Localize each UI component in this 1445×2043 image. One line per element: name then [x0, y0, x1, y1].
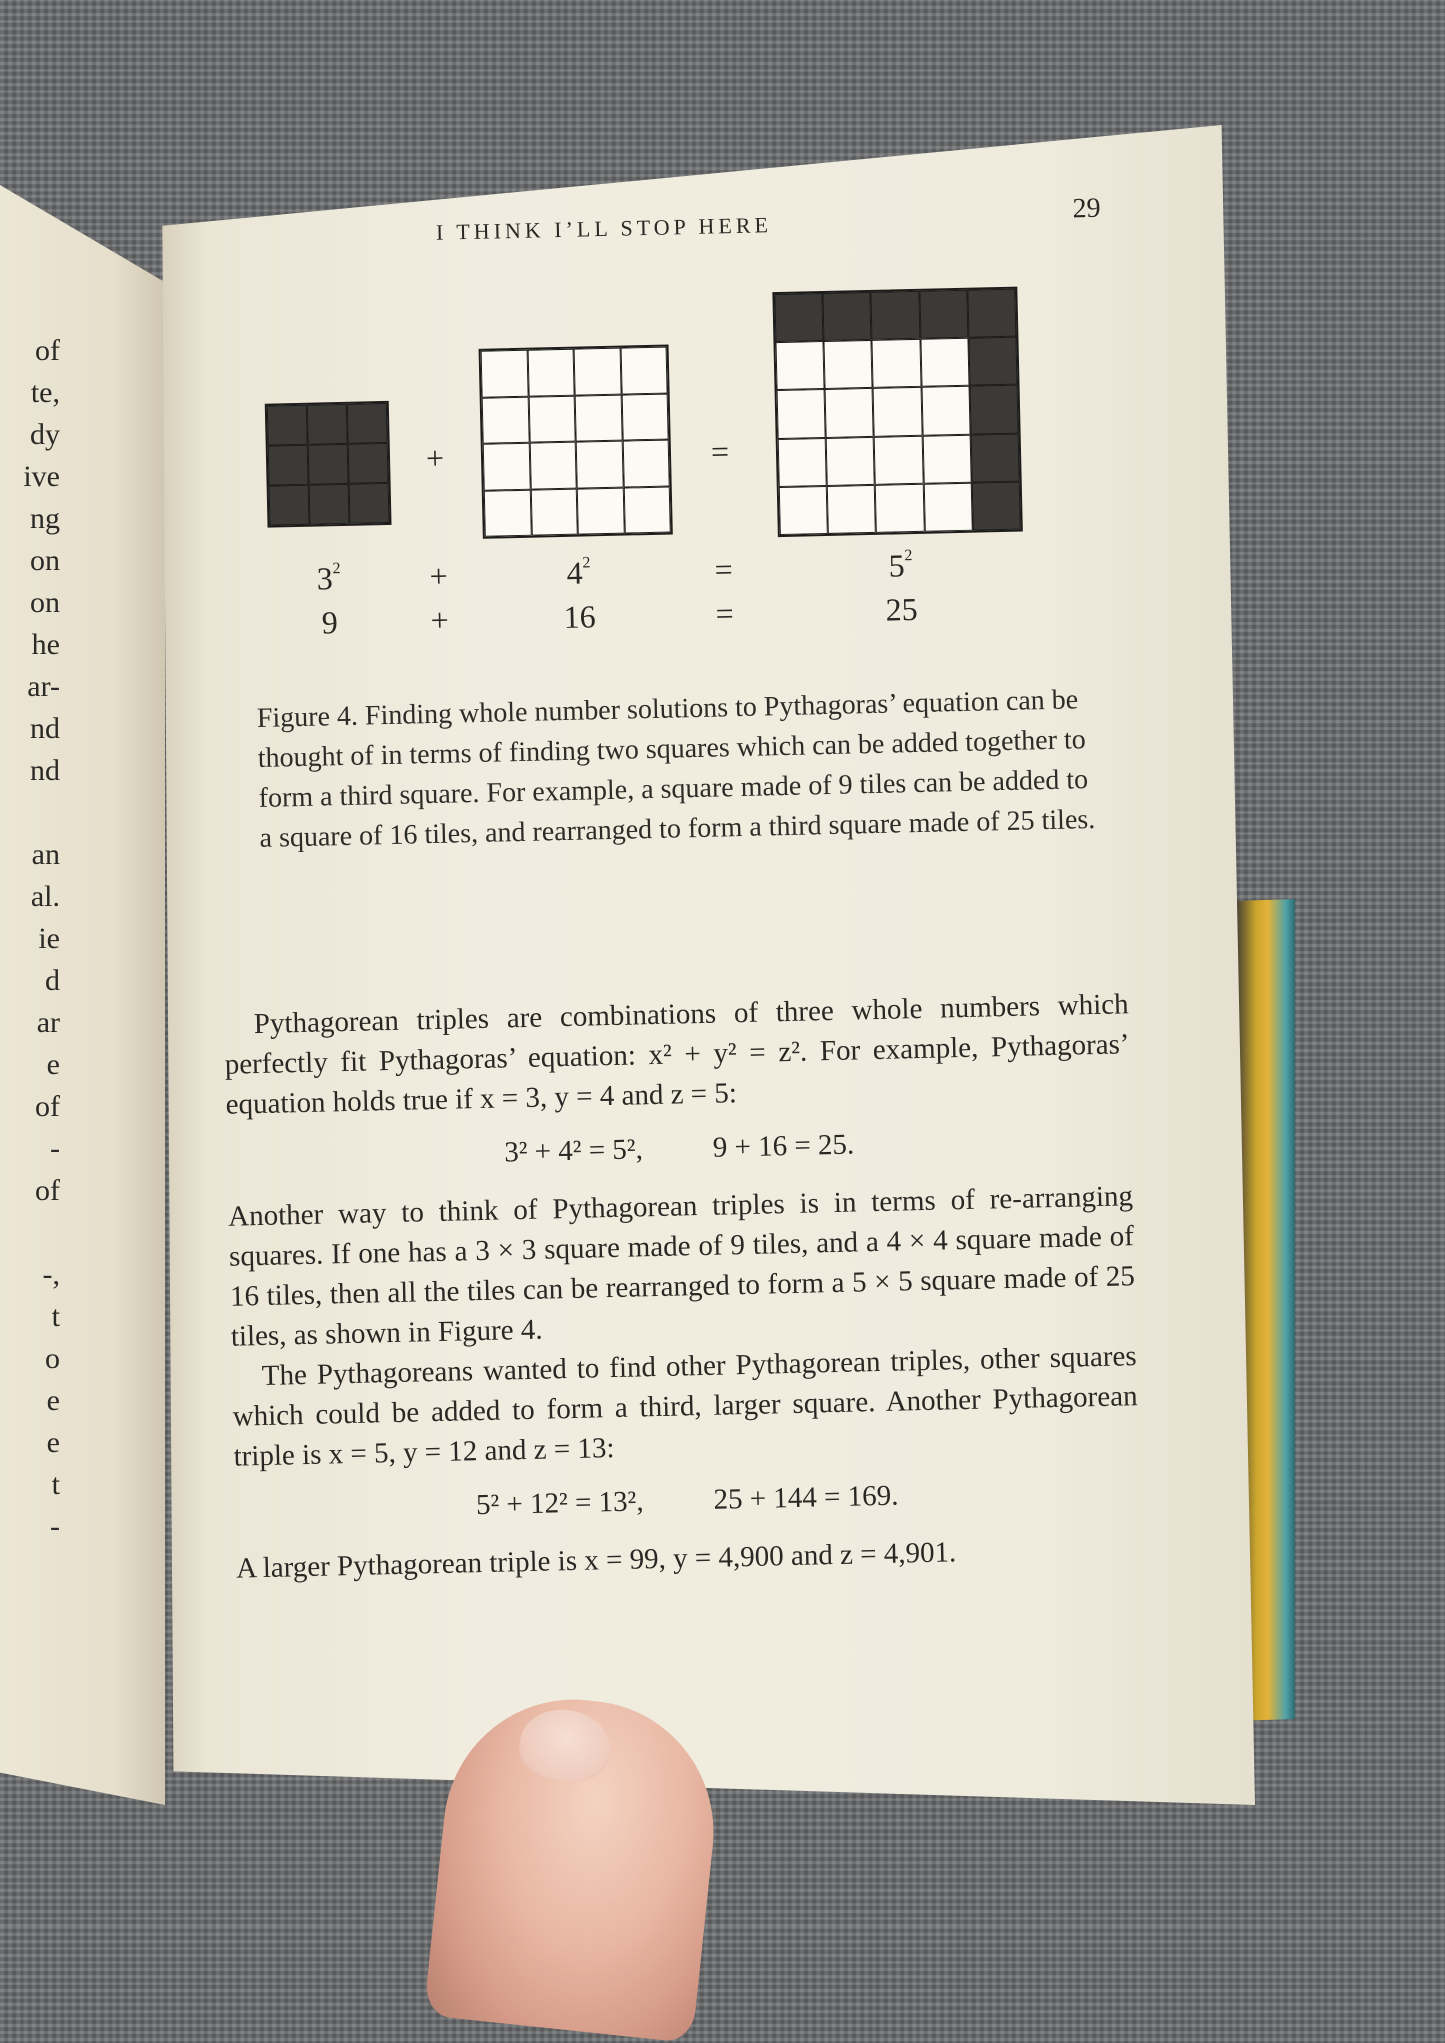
- tile-shaded: [774, 293, 823, 342]
- value-16: 16: [563, 598, 597, 635]
- tile: [622, 440, 670, 488]
- left-page-fragment: ar-: [27, 670, 60, 703]
- figure-4: [262, 275, 1099, 641]
- label-equals: =: [714, 551, 734, 588]
- tile: [923, 482, 972, 531]
- tile-shaded: [972, 481, 1021, 530]
- left-page-fragment: he: [31, 628, 60, 661]
- label-plus: +: [429, 557, 449, 594]
- tile: [481, 350, 529, 398]
- left-page-fragment: on: [30, 586, 60, 619]
- tile: [873, 387, 922, 436]
- tile: [575, 394, 623, 442]
- plus-sign: +: [425, 439, 445, 477]
- paragraph-larger-triple: A larger Pythagorean triple is x = 99, y = 4,900 and z = 4,901.: [235, 1536, 957, 1585]
- paragraph-pythagoreans: The Pythagoreans wanted to find other Pythagorean triples, other squares which could be added to form a third, larger square. Another Pythagorean triple is x = 5, y = 12 and z = 13:: [232, 1340, 1138, 1473]
- left-page-fragment: on: [30, 544, 60, 577]
- tile: [530, 488, 578, 536]
- paragraph-triples: Pythagorean triples are combinations of three whole numbers which perfectly fit Pythagoras’ equation: x² + y² = z². For example, Pythagoras’ equation holds true if x = 3, y = 4 and z = 5:: [224, 988, 1130, 1121]
- left-page-fragment: ie: [38, 922, 60, 955]
- tile-shaded: [308, 444, 349, 485]
- tile: [574, 348, 622, 396]
- left-page-fragment: of: [35, 1090, 60, 1123]
- left-page-fragment: t: [51, 1468, 60, 1501]
- tile: [620, 347, 668, 395]
- label-5-squared: $5^2$: [888, 547, 913, 584]
- value-plus: +: [430, 601, 450, 638]
- tile: [825, 388, 874, 437]
- tile: [483, 443, 531, 491]
- tile-shaded: [969, 385, 1018, 434]
- value-equals: =: [715, 595, 735, 632]
- tile-shaded: [348, 443, 389, 484]
- square-4x4: [479, 345, 673, 539]
- tile-shaded: [267, 405, 308, 446]
- body-text: [223, 984, 1141, 1588]
- equation-5-12-13: [234, 1470, 1140, 1531]
- left-page-fragment: d: [45, 964, 60, 997]
- tile: [775, 341, 824, 390]
- left-page-fragment: ng: [30, 502, 60, 535]
- equals-sign: =: [710, 433, 730, 470]
- tile: [527, 349, 575, 397]
- label-4-squared: $4^2$: [566, 554, 591, 591]
- tile: [777, 389, 826, 438]
- tile: [778, 438, 827, 487]
- left-page-fragment: te,: [30, 376, 60, 409]
- tile: [577, 487, 625, 535]
- left-page-fragment: an: [31, 838, 60, 871]
- tile-shaded: [347, 403, 388, 444]
- equation-values: 9 + 16 = 25.: [712, 1128, 855, 1164]
- figure-caption: Figure 4. Finding whole number solutions to Pythagoras’ equation can be thought of in terms of finding two squares which can be added together to form a third square. For example, a square made of 9 tiles can be added to a square of 16 tiles, and rearranged to form a third square made of 25 tiles.: [256, 684, 1096, 854]
- tile: [484, 489, 532, 537]
- tile: [921, 386, 970, 435]
- tile: [827, 485, 876, 534]
- tile-shaded: [871, 291, 920, 340]
- tile-shaded: [309, 484, 350, 525]
- tile: [621, 393, 669, 441]
- tile-shaded: [307, 404, 348, 445]
- left-page-fragment: ive: [23, 460, 60, 493]
- tile: [824, 340, 873, 389]
- tile-shaded: [968, 337, 1017, 386]
- tile-shaded: [823, 292, 872, 341]
- equation-values-2: 25 + 144 = 169.: [713, 1479, 899, 1516]
- tile-shaded: [919, 290, 968, 339]
- equation-3-4-5: [226, 1118, 1132, 1179]
- square-5x5: [772, 287, 1022, 537]
- tile: [872, 339, 921, 388]
- paragraph-rearranging: Another way to think of Pythagorean triples is in terms of re-arranging squares. If one has a 3 × 3 square made of 9 tiles, and a 4 × 4 square made of 16 tiles, then all the tiles can be rearranged to form a 5 × 5 square made of 25 tiles, as shown in Figure 4.: [227, 1180, 1136, 1353]
- left-page-fragment: -: [50, 1132, 60, 1165]
- left-page-fragment: t: [51, 1300, 60, 1333]
- left-page-fragment: dy: [30, 418, 60, 451]
- tile: [623, 486, 671, 534]
- label-3-squared: $3^2$: [316, 560, 341, 597]
- tile: [920, 338, 969, 387]
- left-page-fragment: -,: [42, 1258, 60, 1291]
- tile: [482, 396, 530, 444]
- left-page-fragment: [0, 792, 60, 834]
- tile-shaded: [970, 433, 1019, 482]
- tile: [529, 442, 577, 490]
- left-page-fragment: ar: [36, 1006, 60, 1039]
- tile: [874, 435, 923, 484]
- left-page-fragment: nd: [30, 712, 60, 745]
- equation-squares: 3² + 4² = 5²,: [503, 1133, 644, 1169]
- page-number: 29: [1072, 192, 1101, 225]
- tile: [576, 441, 624, 489]
- tile: [528, 395, 576, 443]
- left-page-fragment: of: [35, 1174, 60, 1207]
- left-page-fragment: e: [46, 1384, 60, 1417]
- tile-shaded: [269, 485, 310, 526]
- left-page-fragment: [0, 1212, 60, 1254]
- tile-shaded: [268, 445, 309, 486]
- square-3x3: [265, 401, 392, 528]
- left-page-text: [0, 330, 60, 1548]
- left-page-fragment: of: [35, 334, 60, 367]
- page-content: [205, 174, 1143, 1674]
- tile: [922, 434, 971, 483]
- left-page-fragment: e: [46, 1426, 60, 1459]
- equation-squares-2: 5² + 12² = 13²,: [475, 1485, 644, 1522]
- running-head: I THINK I’LL STOP HERE: [435, 212, 773, 245]
- left-page-fragment: -: [50, 1510, 60, 1543]
- tile-shaded: [349, 483, 390, 524]
- value-9: 9: [321, 604, 339, 641]
- tile: [826, 436, 875, 485]
- tile: [875, 484, 924, 533]
- left-page-fragment: al.: [30, 880, 60, 913]
- left-page-fragment: nd: [30, 754, 60, 787]
- tile-shaded: [967, 289, 1016, 338]
- tile: [779, 486, 828, 535]
- left-page-fragment: o: [45, 1342, 60, 1375]
- left-page-fragment: e: [46, 1048, 60, 1081]
- value-25: 25: [885, 590, 918, 628]
